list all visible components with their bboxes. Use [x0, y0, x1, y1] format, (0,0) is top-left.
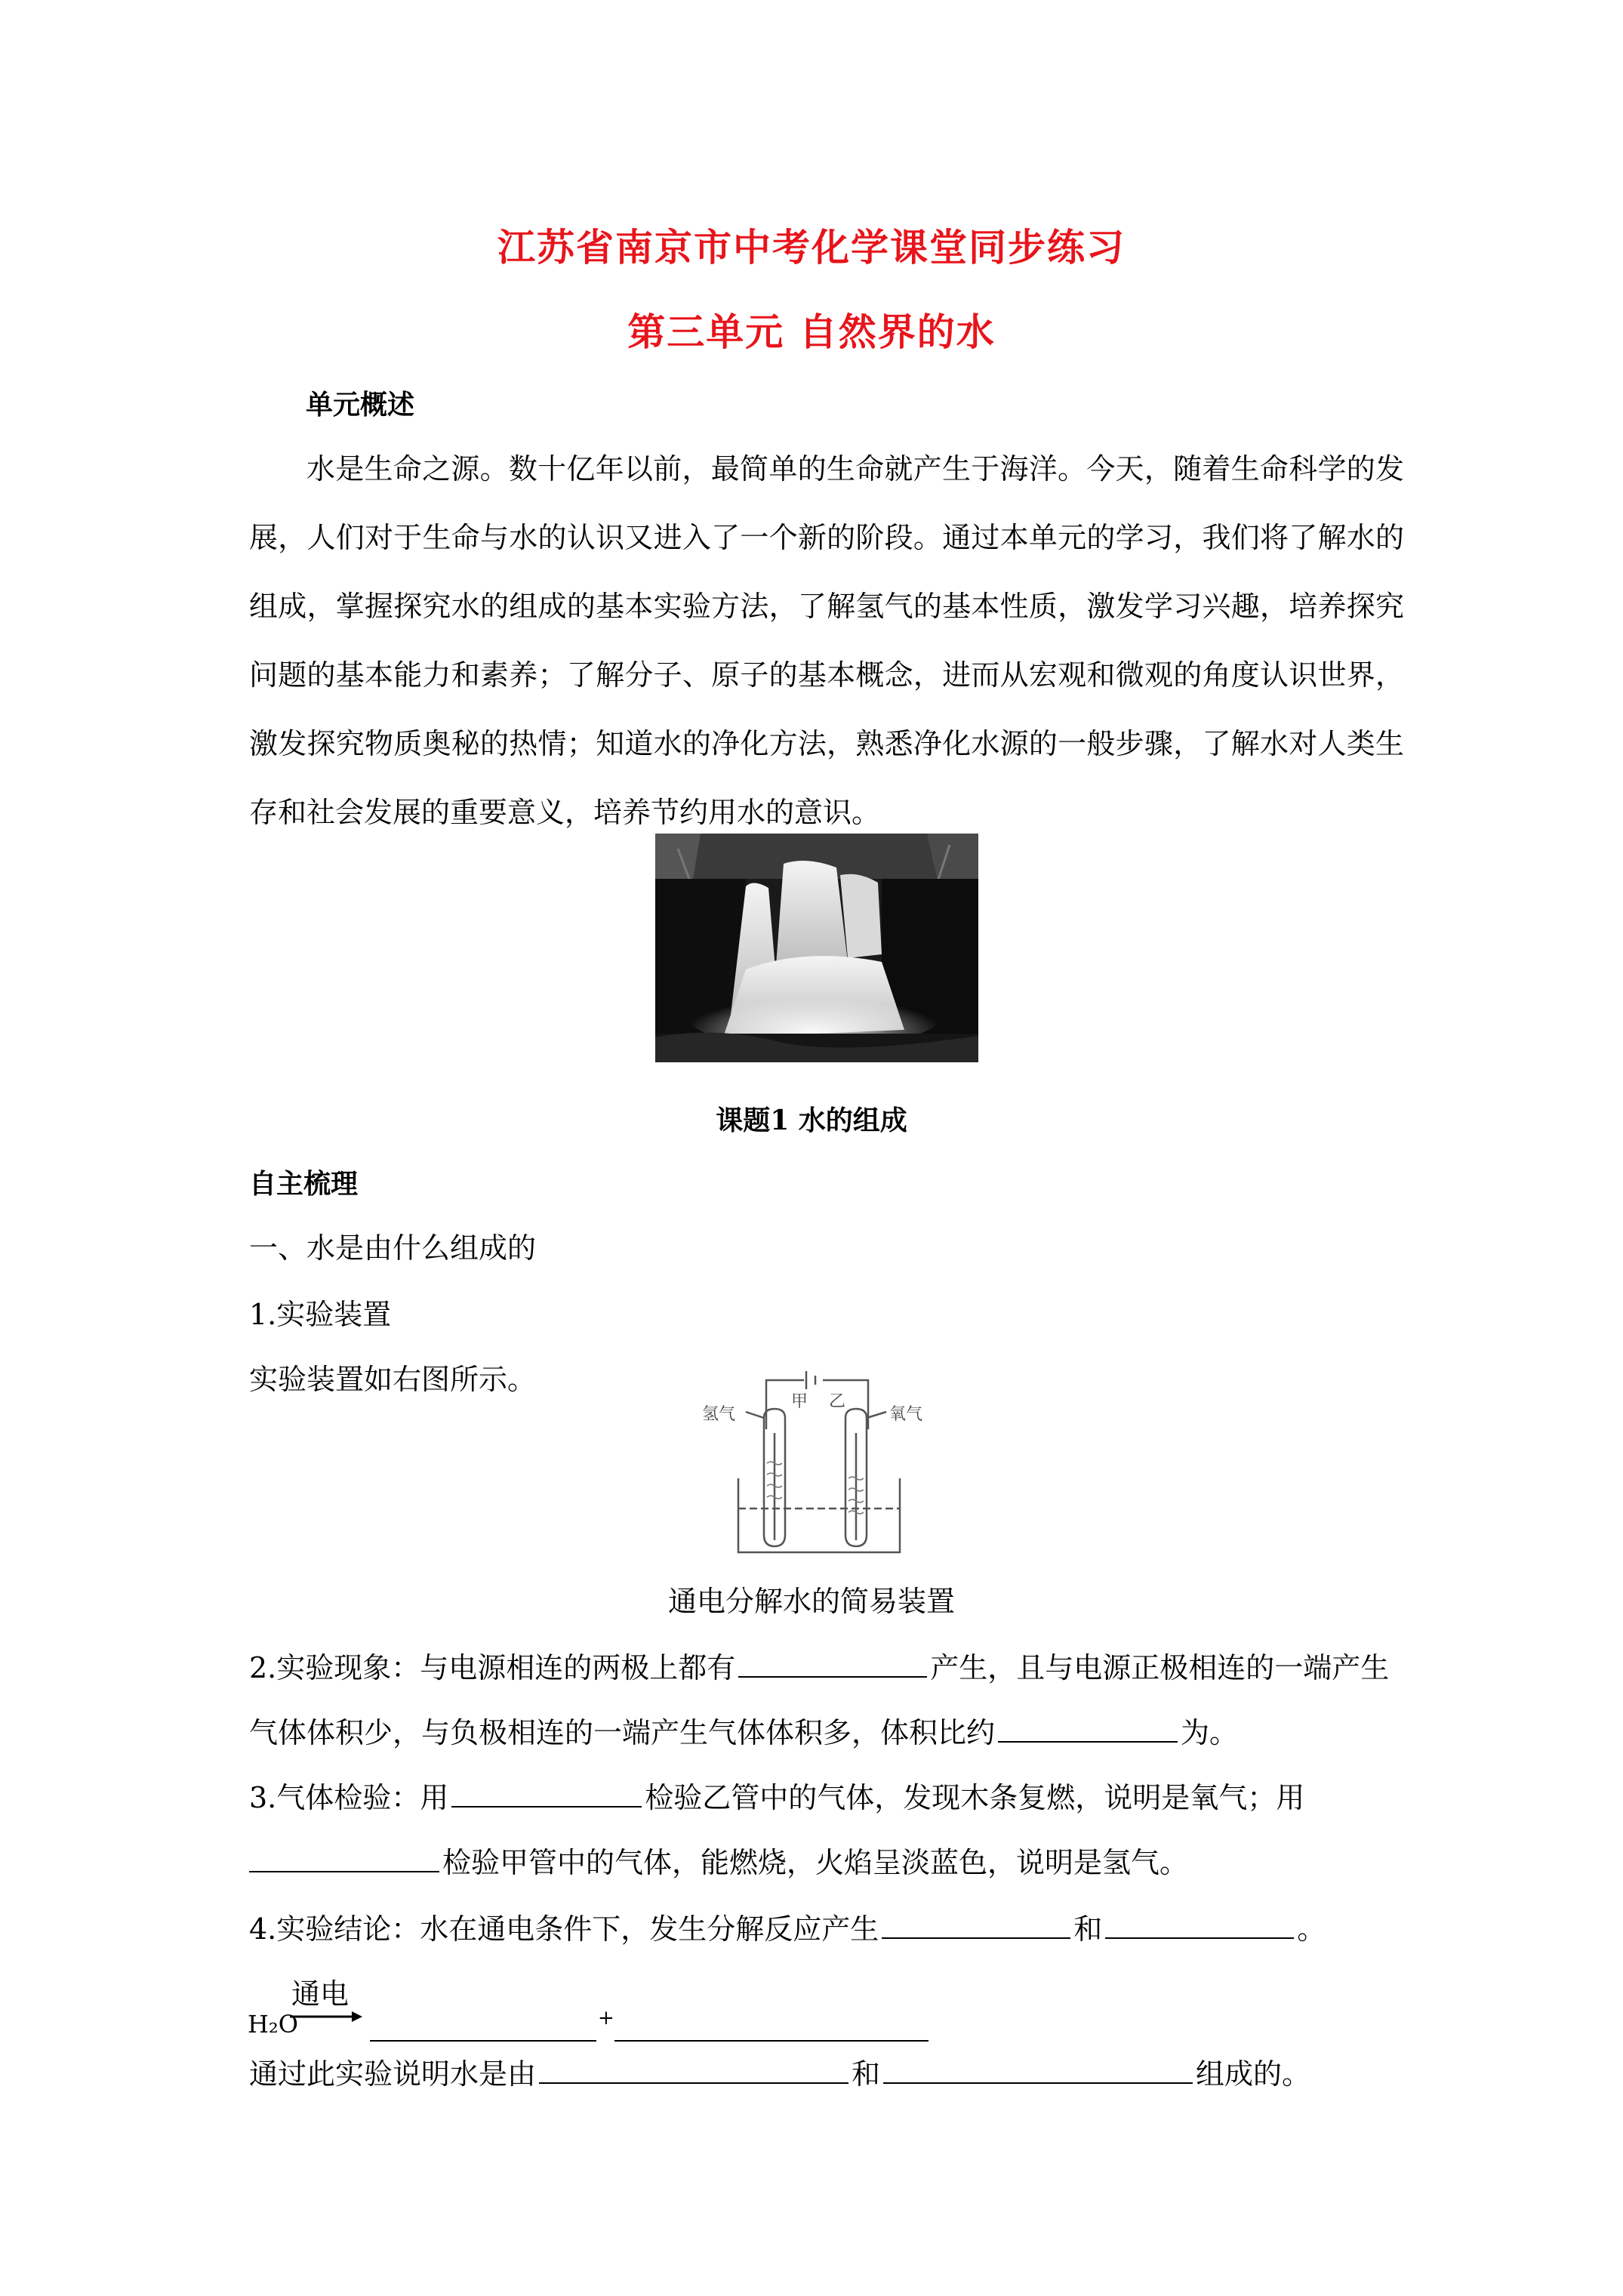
item-three-line-1: [249, 1774, 1304, 1816]
item-three-text-b: 检验乙管中的气体，发现木条复燃，说明是氧气；用: [645, 1781, 1305, 1814]
answer-blank-gas[interactable]: [738, 1650, 927, 1678]
waterfall-image: [655, 834, 978, 1062]
conclusion-text-c: 组成的。: [1196, 2057, 1311, 2091]
tube-jia-label: 甲: [791, 1392, 808, 1411]
overview-text: 水是生命之源。数十亿年以前，最简单的生命就产生于海洋。今天，随着生命科学的发展，人们对于生命与水的认识又进入了一个新的阶段。通过本单元的学习，我们将了解水的组成，掌握探究水的组成的基本实验方法，了解氢气的基本性质，激发学习兴趣，培养探究问题的基本能力和素养；了解分子、原子的基本概念，进而从宏观和微观的角度认识世界，激发探究物质奥秘的热情；知道水的净化方法，熟悉净化水源的一般步骤，了解水对人类生存和社会发展的重要意义，培养节约用水的意识。: [249, 452, 1404, 829]
electrolysis-diagram: [702, 1365, 936, 1563]
section-heading: 自主梳理: [249, 1168, 359, 1200]
hydrogen-label: 氢气: [702, 1405, 736, 1424]
reaction-arrow-icon: [288, 2010, 364, 2023]
unit-title: 第三单元 自然界的水: [627, 310, 996, 354]
conclusion-text-a: 通过此实验说明水是由: [249, 2057, 537, 2091]
plus-sign: +: [598, 2007, 614, 2029]
answer-blank-equation-1[interactable]: [370, 2014, 596, 2042]
item-four-text-c: 。: [1297, 1912, 1326, 1946]
item-four-text-b: 和: [1073, 1912, 1103, 1946]
diagram-caption: 通电分解水的简易装置: [667, 1585, 955, 1618]
answer-blank-element-2[interactable]: [883, 2057, 1193, 2084]
reaction-equation: [248, 1971, 927, 2054]
item-one-text: 实验装置如右图所示。: [249, 1363, 537, 1396]
answer-blank-ratio[interactable]: [998, 1715, 1178, 1743]
item-two-text-b: 产生，且与电源正极相连的一端产生: [930, 1651, 1390, 1684]
lesson-title: 课题1 水的组成: [716, 1105, 907, 1136]
tube-yi-label: 乙: [829, 1392, 846, 1411]
reaction-condition: 通电: [291, 1977, 350, 2011]
answer-blank-product-1[interactable]: [882, 1912, 1070, 1939]
waterfall-photo: [655, 834, 978, 1062]
document-title: 江苏省南京市中考化学课堂同步练习: [497, 225, 1126, 270]
item-three-line-2: [249, 1839, 1188, 1881]
electrolysis-apparatus: [702, 1365, 936, 1563]
item-two-line-1: [249, 1644, 1389, 1686]
item-two-line-2: [249, 1709, 1238, 1751]
conclusion-text-b: 和: [852, 2057, 881, 2091]
conclusion-line: [249, 2051, 1310, 2092]
item-two-text-c: 气体体积少，与负极相连的一端产生气体体积多，体积比约: [249, 1716, 996, 1749]
answer-blank-oxygen-test[interactable]: [451, 1780, 642, 1808]
answer-blank-product-2[interactable]: [1105, 1912, 1294, 1939]
reactant-water: H₂O: [248, 2010, 298, 2039]
answer-blank-hydrogen-test[interactable]: [249, 1845, 439, 1872]
oxygen-label: 氧气: [889, 1405, 923, 1424]
overview-heading: 单元概述: [306, 389, 415, 421]
item-three-text-a: 3.气体检验：用: [249, 1781, 449, 1814]
item-four-line: [249, 1906, 1326, 1947]
item-one-heading: 1.实验装置: [249, 1298, 392, 1331]
part-one-heading: 一、水是由什么组成的: [249, 1231, 537, 1265]
overview-paragraph: [249, 435, 1404, 847]
answer-blank-element-1[interactable]: [539, 2057, 848, 2084]
item-two-text-d: 为。: [1181, 1716, 1239, 1749]
item-three-text-c: 检验甲管中的气体，能燃烧，火焰呈淡蓝色，说明是氢气。: [442, 1846, 1189, 1879]
item-four-text-a: 4.实验结论：水在通电条件下，发生分解反应产生: [249, 1912, 879, 1946]
item-two-text-a: 2.实验现象：与电源相连的两极上都有: [249, 1651, 736, 1684]
answer-blank-equation-2[interactable]: [614, 2014, 929, 2042]
